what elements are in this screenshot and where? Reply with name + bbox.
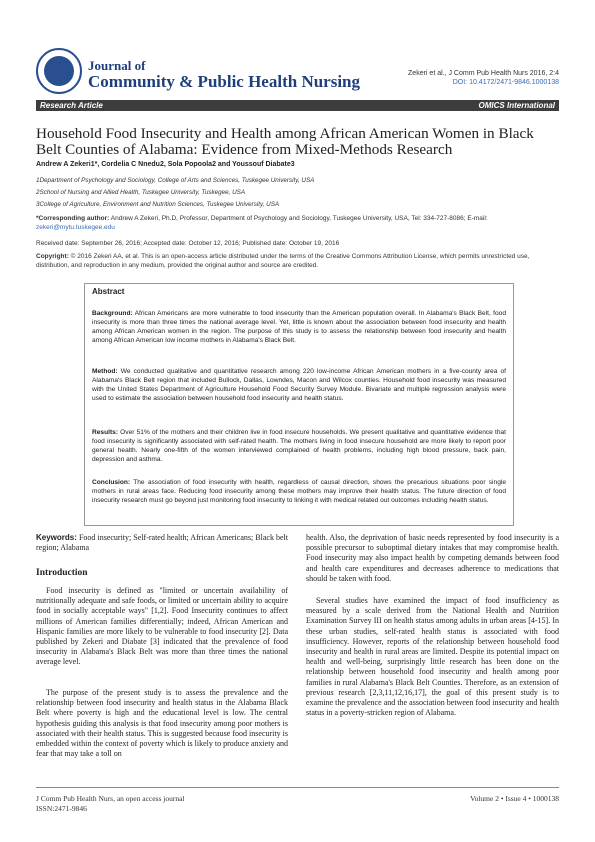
method-label: Method: [92,368,118,375]
footer-journal [36,794,185,814]
results-text: Over 51% of the mothers and their children live in food insecure households. We present qualitative and quantitative evidence that food insecurity is significantly associated with self-rated health. The mothers living in food insecure household are more likely to report poor general health. Nearly one-fifth of the women interviewed complained of health problems, including high blood pressure, back pain, depression and asthma. [92,429,506,463]
article-type: Research Article [40,101,103,110]
keywords [36,533,288,553]
background-label: Background: [92,310,133,317]
affiliation-3: 3College of Agriculture, Environment and Nutrition Sciences, Tuskegee University, USA [36,201,280,208]
author-list: Andrew A Zekeri1*, Cordelia C Nnedu2, Sola Popoola2 and Youssouf Diabate3 [36,161,295,168]
abstract-conclusion [92,478,506,505]
affiliation-1: 1Department of Psychology and Sociology, College of Arts and Sciences, Tuskegee University, USA [36,177,315,184]
footer-divider [36,787,559,788]
corr-text: Andrew A Zekeri, Ph.D, Professor, Department of Psychology and Sociology, Tuskegee University, USA, Tel: 334-727-8086; E-mail: [109,215,488,222]
conclusion-label: Conclusion: [92,479,131,486]
results-label: Results: [92,429,119,436]
logo-emblem-icon [44,56,74,86]
journal-logo [36,48,82,94]
conclusion-text: The association of food insecurity with health, regardless of causal direction, shows the precarious situations poor single mothers in rural areas face. Reducing food insecurity among these mothers may improve their health status. The future direction of food insecurity research must go beyond just monitoring food insecurity to linking it with medical related out outcomes including health status. [92,479,506,504]
citation: Zekeri et al., J Comm Pub Health Nurs 2016, 2:4 [408,70,559,77]
right-paragraph-1: health. Also, the deprivation of basic needs represented by food insecurity is a possible precursor to suboptimal dietary intakes that may compromise health. Food insecurity may also impact health by competing demands between food and health care expenditures and decreases adherence to medications that should be taken with food. [306,533,559,583]
abstract-method [92,367,506,403]
article-title: Household Food Insecurity and Health among African American Women in Black Belt Counties of Alabama: Evidence from Mixed-Methods Research [36,125,534,158]
abstract-results [92,428,506,464]
footer-issn: ISSN:2471-9846 [36,804,87,813]
keywords-label: Keywords: [36,533,77,542]
corresponding-author [36,214,559,232]
journal-name: Community & Public Health Nursing [88,72,361,91]
copyright-notice [36,252,559,270]
publisher-name: OMICS International [478,101,555,110]
journal-of-label: Journal of [88,58,146,73]
footer-volume: Volume 2 • Issue 4 • 1000138 [470,794,559,803]
footer-journal-line: J Comm Pub Health Nurs, an open access journal [36,794,185,803]
intro-paragraph-1: Food insecurity is defined as "limited or uncertain availability of nutritionally adequate and safe foods, or limited or uncertain ability to acquire food in socially acceptable ways" [1,2]. Food Insecurity continues to affect millions of American families differentially; indeed, African American and Hispanic families are more likely to be vulnerable to food insecurity [2]. Data published by Zekeri and Diabate [3] indicated that the prevalence of food insecurity in Alabama's Black Belt was more than three times the national average level. [36,586,288,667]
method-text: We conducted qualitative and quantitative research among 220 low-income African American mothers in a five-county area of Alabama's Black Belt region that included Bullock, Dallas, Lowndes, Macon and Wilcox counties. Household food insecurity was measured with the United States Department of Agriculture Household Food Security Survey Module. Bivariate and multiple regression analysis were used to estimate the association between household food insecurity and health status. [92,368,506,402]
corr-email-link[interactable]: zekeri@mytu.tuskegee.edu [36,224,115,231]
copyright-label: Copyright: [36,253,69,260]
background-text: African Americans are more vulnerable to food insecurity than the American population overall. In Alabama's Black Belt, food insecurity is more than three times the national average level. Yet, little is known about the association between food insecurity and health among African American women in the region. The purpose of this study is to assess the relationship between food insecurity and health among African American low income mothers in Alabama's Black Belt. [92,310,506,344]
intro-paragraph-2: The purpose of the present study is to assess the prevalence and the relationship between food insecurity and health status in the Alabama Black Belt where poverty is high and the educational level is low. The central hypothesis guiding this analysis is that food insecurity among poor mothers is associated with their health status. This is suggested because food insecurity is embedded within the context of poverty which is likely to produce anxiety and fear that may take a toll on [36,688,288,759]
introduction-heading: Introduction [36,568,88,578]
right-paragraph-2: Several studies have examined the impact of food insufficiency as measured by a scale derived from the National Health and Nutrition Examination Survey III on health status among adults in urban areas [4-15]. In these urban studies, self-rated health status is associated with food insufficiency. However, reports of the relationship between household food insecurity and health in rural areas are limited. Despite its potential impact on health and well-being, surprisingly little research has been done on the relationship between household food insecurity and health among poor families in rural Alabama's Black Belt Counties. Therefore, as an extension of previous research [2,3,11,12,16,17], the goal of this present study is to examine the prevalence and the association between food insecurity and health status in a poverty-stricken region of Alabama. [306,596,559,718]
abstract-heading: Abstract [92,287,125,296]
affiliation-2: 2School of Nursing and Allied Health, Tuskegee University, Tuskegee, USA [36,189,246,196]
keywords-text: Food insecurity; Self-rated health; African Americans; Black belt region; Alabama [36,533,288,553]
doi-link[interactable]: DOI: 10.4172/2471-9846.1000138 [452,79,559,86]
abstract-background [92,309,506,345]
article-dates: Received date: September 26, 2016; Accepted date: October 12, 2016; Published date: October 19, 2016 [36,240,340,247]
corr-label: *Corresponding author: [36,215,110,222]
copyright-text: © 2016 Zekeri AA, et al. This is an open-access article distributed under the terms of the Creative Commons Attribution License, which permits unrestricted use, distribution, and reproduction in any medium, provided the original author and source are credited. [36,253,530,269]
